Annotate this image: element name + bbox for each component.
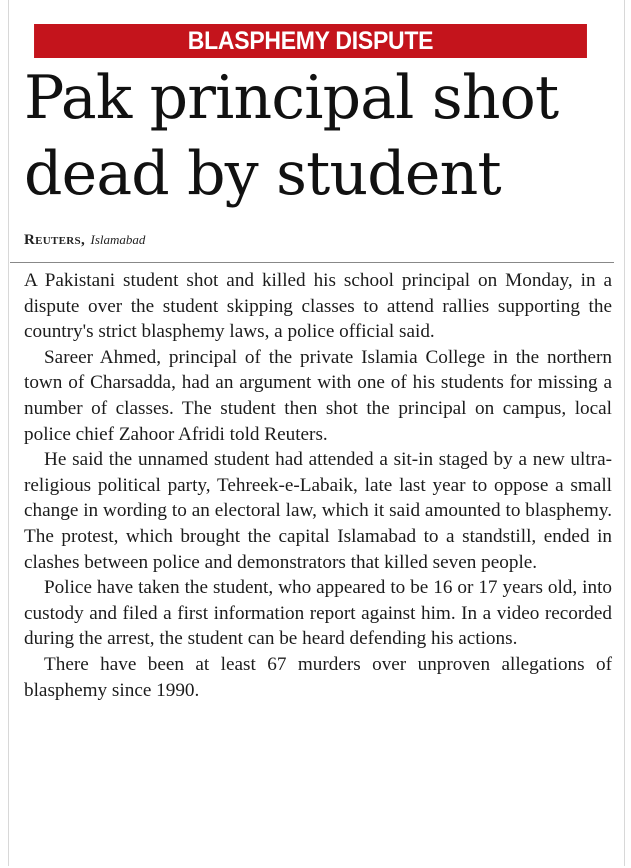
paragraph: Police have taken the student, who appeared to be 16 or 17 years old, into custody and filed a first information report against him. In a video recorded during the arrest, the student can be heard defending his actions. bbox=[24, 577, 612, 650]
byline-place: Islamabad bbox=[90, 232, 146, 247]
paragraph: He said the unnamed student had attended a sit-in staged by a new ultra-religious political party, Tehreek-e-Labaik, late last year to oppose a small change in wording to an electoral law, which it said amounted to blasphemy. The protest, which brought the capital Islamabad to a standstill, ended in clashes between police and demonstrators that killed seven people. bbox=[24, 449, 612, 573]
byline-agency: Reuters, bbox=[24, 232, 85, 248]
headline bbox=[24, 60, 614, 212]
headline-line-1: Pak principal shot bbox=[24, 63, 559, 133]
paragraph: Sareer Ahmed, principal of the private Islamia College in the northern town of Charsadda, had an argument with one of his students for missing a number of classes. The student then shot the principal on campus, local police chief Zahoor Afridi told Reuters. bbox=[24, 346, 612, 445]
paragraph: There have been at least 67 murders over unproven allegations of blasphemy since 1990. bbox=[24, 653, 612, 701]
section-kicker: BLASPHEMY DISPUTE bbox=[34, 24, 587, 58]
headline-line-2: dead by student bbox=[24, 139, 501, 209]
byline-divider bbox=[10, 262, 614, 263]
byline bbox=[24, 232, 145, 249]
paragraph: A Pakistani student shot and killed his school principal on Monday, in a dispute over the student skipping classes to attend rallies supporting the country's strict blasphemy laws, a police official said. bbox=[24, 270, 612, 343]
article-body bbox=[24, 268, 612, 703]
